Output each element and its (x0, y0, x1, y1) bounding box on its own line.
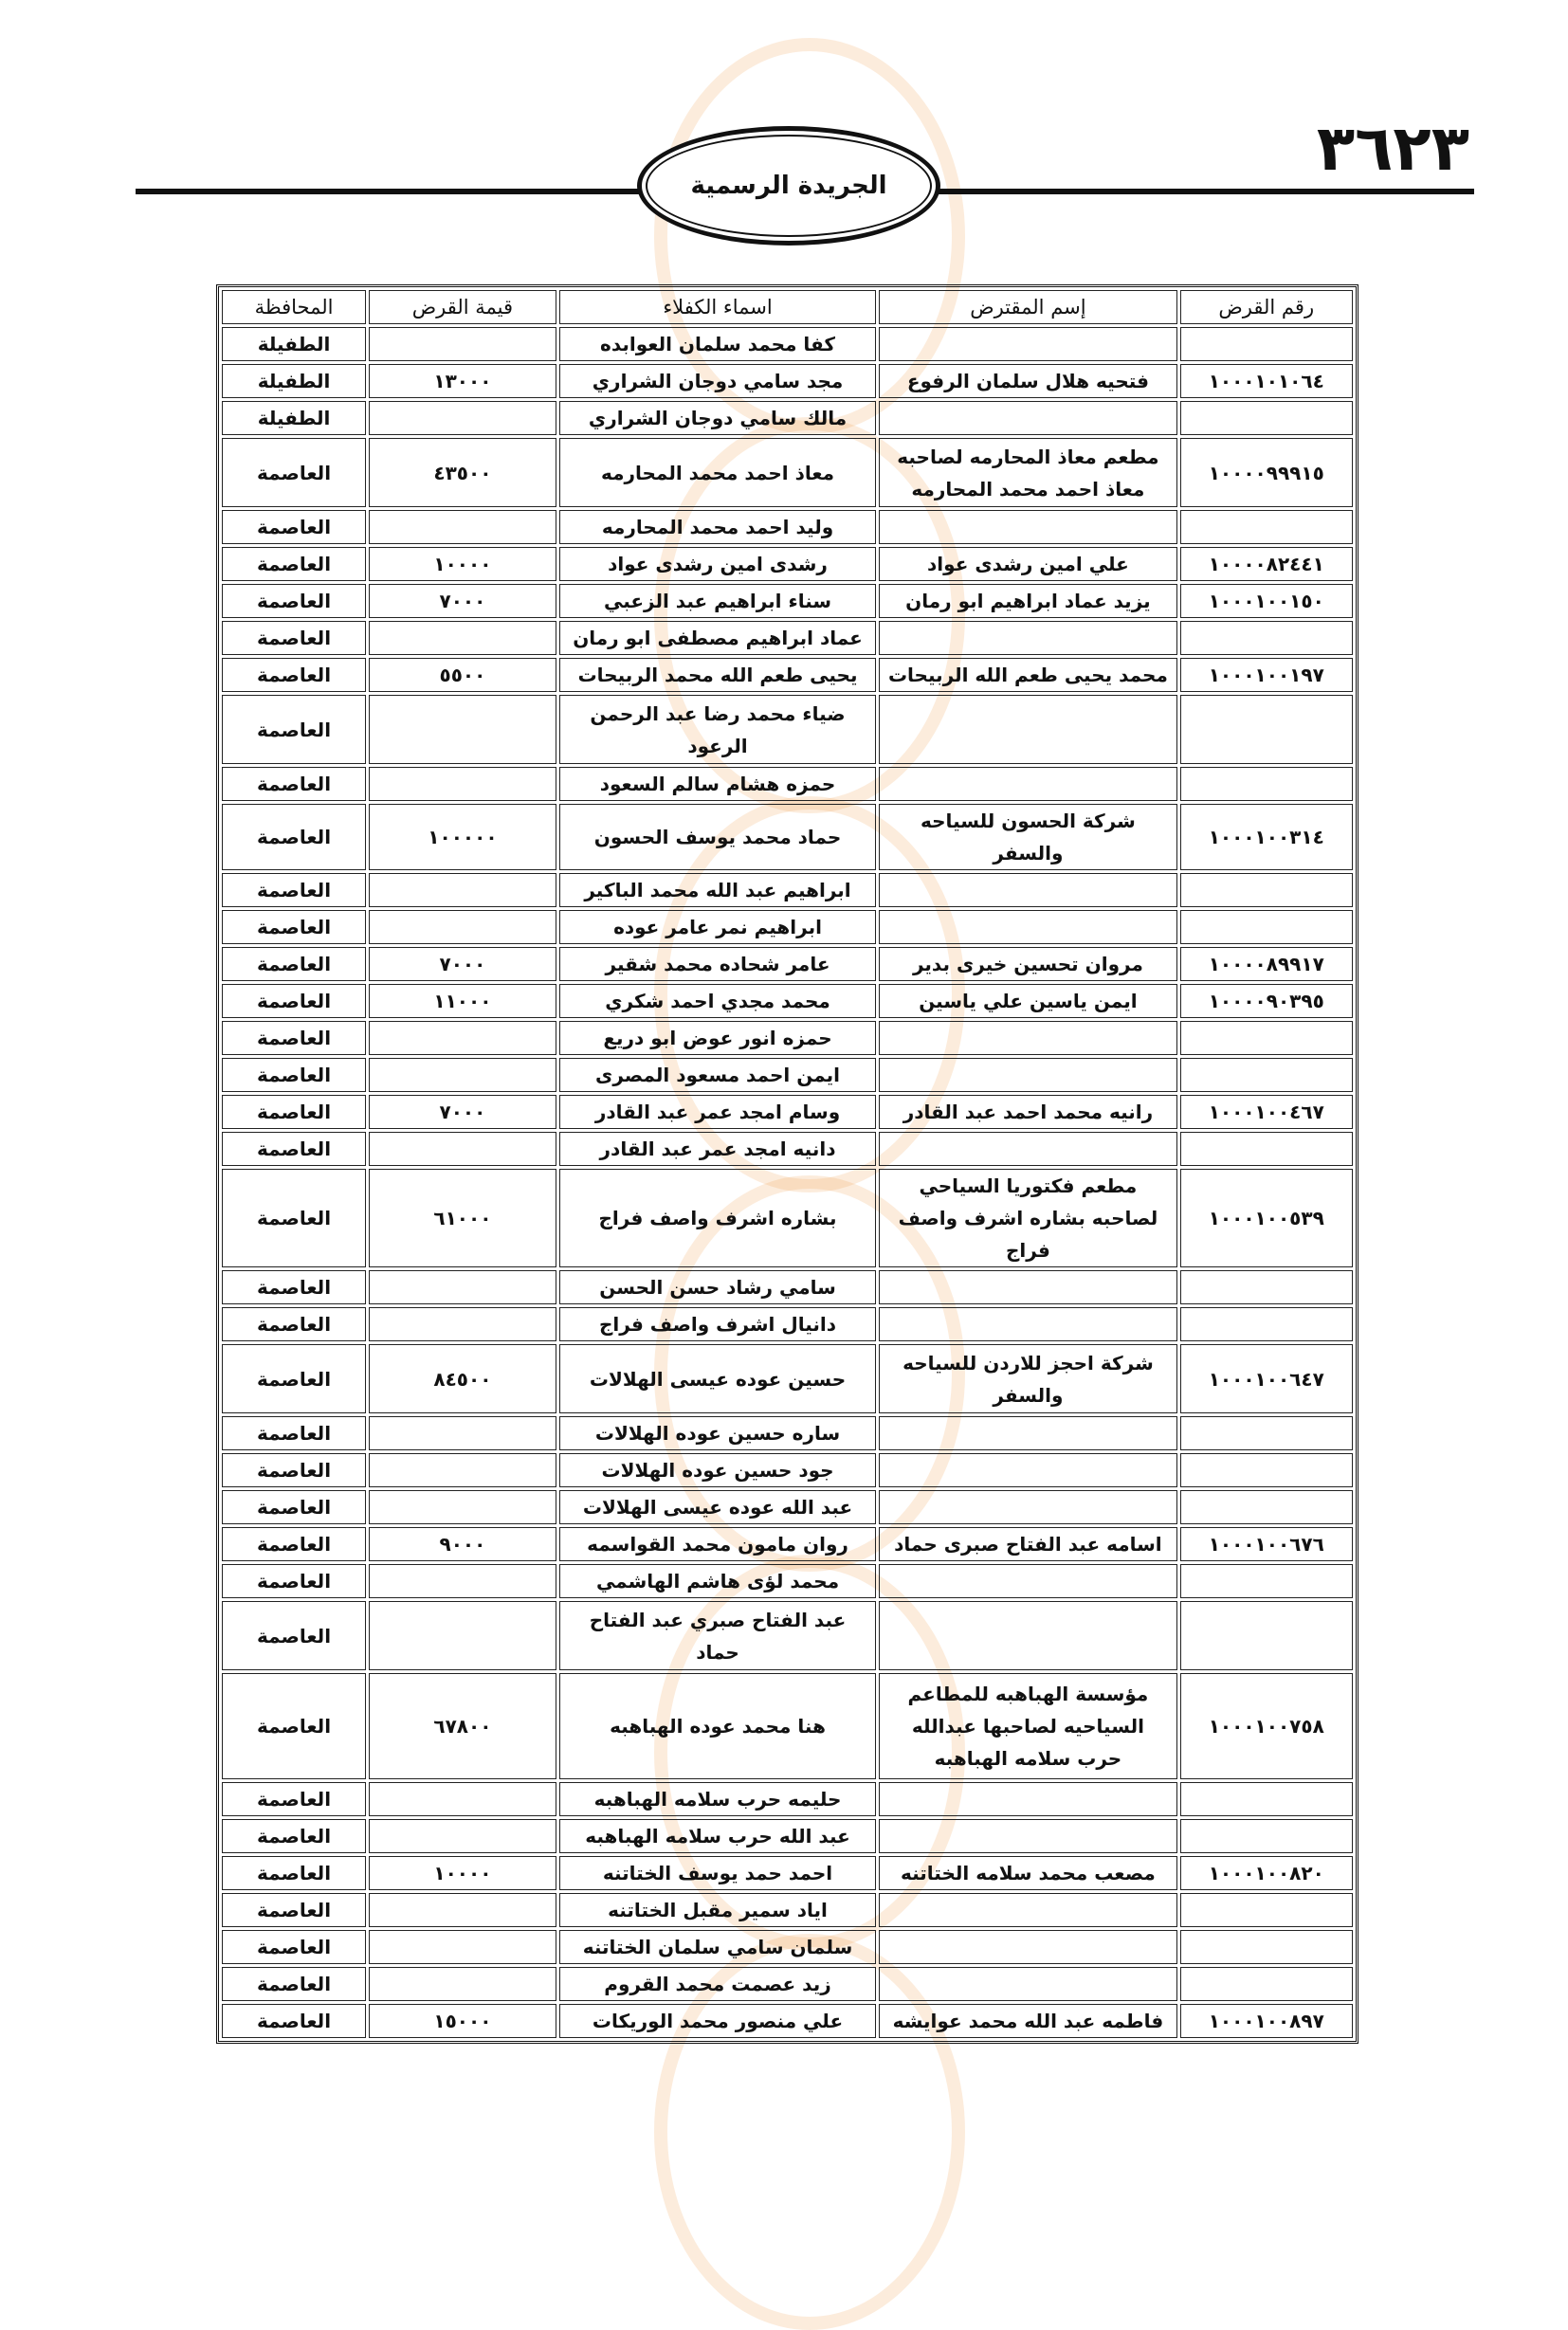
borrower-cell (879, 1893, 1176, 1927)
borrower-cell (879, 767, 1176, 801)
table-row (222, 1893, 1353, 1927)
loan-amount-cell (369, 621, 556, 655)
borrower-cell (879, 1819, 1176, 1853)
loan-amount-cell (369, 1782, 556, 1816)
governorate-cell: العاصمة (222, 1453, 366, 1487)
table-row (222, 1601, 1353, 1670)
gazette-title: الجريدة الرسمية (690, 172, 887, 200)
governorate-cell: الطفيلة (222, 327, 366, 361)
borrower-cell: شركة الحسون للسياحه والسفر (879, 804, 1176, 870)
table-row (222, 1782, 1353, 1816)
loan-number-cell: ١٠٠٠١٠٠٦٤٧ (1180, 1344, 1353, 1413)
guarantor-cell: احمد حمد يوسف الختاتنه (559, 1856, 877, 1890)
guarantor-cell: سلمان سامي سلمان الختاتنه (559, 1930, 877, 1964)
loan-amount-cell (369, 1270, 556, 1304)
guarantor-cell: ساره حسين عوده الهلالات (559, 1416, 877, 1450)
table-row (222, 327, 1353, 361)
governorate-cell: العاصمة (222, 1856, 366, 1890)
guarantor-cell: عبد الله عوده عيسى الهلالات (559, 1490, 877, 1524)
loan-amount-cell: ١٠٠٠٠ (369, 1856, 556, 1890)
loan-number-cell (1180, 1021, 1353, 1055)
loan-amount-cell: ٦١٠٠٠ (369, 1169, 556, 1267)
loan-amount-cell: ٤٣٥٠٠ (369, 438, 556, 507)
loan-number-cell (1180, 1058, 1353, 1092)
table-row (222, 1856, 1353, 1890)
governorate-cell: العاصمة (222, 1344, 366, 1413)
guarantor-cell: محمد لؤى هاشم الهاشمي (559, 1564, 877, 1598)
table-row (222, 947, 1353, 981)
borrower-cell: ايمن ياسين علي ياسين (879, 984, 1176, 1018)
loan-number-cell (1180, 1601, 1353, 1670)
guarantor-cell: ابراهيم نمر عامر عوده (559, 910, 877, 944)
table-row (222, 438, 1353, 507)
loan-amount-cell (369, 767, 556, 801)
loan-amount-cell: ١٣٠٠٠ (369, 364, 556, 398)
governorate-cell: العاصمة (222, 1132, 366, 1166)
table-row (222, 1307, 1353, 1341)
loan-number-cell: ١٠٠٠١٠٠٤٦٧ (1180, 1095, 1353, 1129)
loan-amount-cell (369, 1021, 556, 1055)
governorate-cell: العاصمة (222, 1058, 366, 1092)
loan-amount-cell (369, 1564, 556, 1598)
borrower-cell: اسامه عبد الفتاح صبرى حماد (879, 1527, 1176, 1561)
table-row (222, 510, 1353, 544)
loan-number-cell: ١٠٠٠١٠٠٣١٤ (1180, 804, 1353, 870)
loan-amount-cell (369, 510, 556, 544)
borrower-cell: محمد يحيى طعم الله الربيحات (879, 658, 1176, 692)
column-header-loan-number: رقم القرض (1180, 290, 1353, 324)
loan-number-cell (1180, 510, 1353, 544)
table-row (222, 1058, 1353, 1092)
loan-amount-cell (369, 1930, 556, 1964)
governorate-cell: العاصمة (222, 438, 366, 507)
borrower-cell: فتحيه هلال سلمان الرفوع (879, 364, 1176, 398)
guarantor-cell: مالك سامي دوجان الشراري (559, 401, 877, 435)
loan-number-cell (1180, 1453, 1353, 1487)
loan-amount-cell (369, 1819, 556, 1853)
governorate-cell: العاصمة (222, 547, 366, 581)
loan-amount-cell (369, 695, 556, 764)
governorate-cell: العاصمة (222, 767, 366, 801)
governorate-cell: العاصمة (222, 621, 366, 655)
guarantor-cell: وسام امجد عمر عبد القادر (559, 1095, 877, 1129)
loan-number-cell (1180, 910, 1353, 944)
loan-number-cell (1180, 1819, 1353, 1853)
gazette-title-badge (637, 126, 940, 246)
borrower-cell (879, 1601, 1176, 1670)
borrower-cell: فاطمه عبد الله محمد عوايشه (879, 2004, 1176, 2038)
governorate-cell: العاصمة (222, 2004, 366, 2038)
table-row (222, 767, 1353, 801)
table-row (222, 1095, 1353, 1129)
guarantor-cell: حمزه انور عوض ابو دريع (559, 1021, 877, 1055)
governorate-cell: الطفيلة (222, 364, 366, 398)
table-row (222, 1490, 1353, 1524)
loan-amount-cell: ٧٠٠٠ (369, 584, 556, 618)
governorate-cell: العاصمة (222, 1782, 366, 1816)
borrower-cell: يزيد عماد ابراهيم ابو رمان (879, 584, 1176, 618)
loan-amount-cell: ٦٧٨٠٠ (369, 1673, 556, 1779)
loan-amount-cell (369, 1132, 556, 1166)
loan-amount-cell (369, 1601, 556, 1670)
borrower-cell: مطعم فكتوريا السياحي لصاحبه بشاره اشرف واصف فراج (879, 1169, 1176, 1267)
column-header-governorate: المحافظة (222, 290, 366, 324)
table-row (222, 1527, 1353, 1561)
table-row (222, 621, 1353, 655)
table-row (222, 401, 1353, 435)
guarantor-cell: رشدى امين رشدى عواد (559, 547, 877, 581)
governorate-cell: العاصمة (222, 1673, 366, 1779)
loan-number-cell: ١٠٠٠١٠٠٨٢٠ (1180, 1856, 1353, 1890)
loan-amount-cell (369, 327, 556, 361)
loan-amount-cell (369, 1967, 556, 2001)
borrower-cell (879, 1021, 1176, 1055)
loan-number-cell: ١٠٠٠٠٩٠٣٩٥ (1180, 984, 1353, 1018)
loan-amount-cell (369, 873, 556, 907)
loan-number-cell (1180, 1416, 1353, 1450)
governorate-cell: العاصمة (222, 1021, 366, 1055)
governorate-cell: العاصمة (222, 510, 366, 544)
guarantor-cell: سناء ابراهيم عبد الزعبي (559, 584, 877, 618)
borrower-cell (879, 327, 1176, 361)
table-row (222, 984, 1353, 1018)
borrower-cell: علي امين رشدى عواد (879, 547, 1176, 581)
borrower-cell (879, 1782, 1176, 1816)
table-row (222, 547, 1353, 581)
borrower-cell: رانيه محمد احمد عبد القادر (879, 1095, 1176, 1129)
loan-amount-cell (369, 1453, 556, 1487)
loan-amount-cell (369, 1893, 556, 1927)
guarantor-cell: ايمن احمد مسعود المصرى (559, 1058, 877, 1092)
loan-amount-cell: ٥٥٠٠ (369, 658, 556, 692)
loan-number-cell (1180, 1132, 1353, 1166)
loan-number-cell (1180, 621, 1353, 655)
governorate-cell: العاصمة (222, 1930, 366, 1964)
table-row (222, 1673, 1353, 1779)
governorate-cell: العاصمة (222, 1967, 366, 2001)
borrower-cell: مؤسسة الهباهبه للمطاعم السياحيه لصاحبها عبدالله حرب سلامه الهباهبه (879, 1673, 1176, 1779)
column-header-loan-amount: قيمة القرض (369, 290, 556, 324)
table-row (222, 584, 1353, 618)
governorate-cell: العاصمة (222, 1527, 366, 1561)
borrower-cell: مطعم معاذ المحارمه لصاحبه معاذ احمد محمد المحارمه (879, 438, 1176, 507)
table-row (222, 1564, 1353, 1598)
loan-number-cell: ١٠٠٠٠٩٩٩١٥ (1180, 438, 1353, 507)
guarantor-cell: حمزه هشام سالم السعود (559, 767, 877, 801)
table-row (222, 1169, 1353, 1267)
table-row (222, 364, 1353, 398)
loans-table (216, 284, 1358, 2044)
borrower-cell (879, 401, 1176, 435)
loan-amount-cell: ٧٠٠٠ (369, 1095, 556, 1129)
guarantor-cell: دانيه امجد عمر عبد القادر (559, 1132, 877, 1166)
governorate-cell: العاصمة (222, 873, 366, 907)
governorate-cell: العاصمة (222, 1893, 366, 1927)
guarantor-cell: زيد عصمت محمد القروم (559, 1967, 877, 2001)
loan-number-cell (1180, 327, 1353, 361)
governorate-cell: العاصمة (222, 1601, 366, 1670)
loan-number-cell (1180, 1307, 1353, 1341)
borrower-cell (879, 1416, 1176, 1450)
guarantor-cell: دانيال اشرف واصف فراج (559, 1307, 877, 1341)
governorate-cell: العاصمة (222, 1095, 366, 1129)
guarantor-cell: بشاره اشرف واصف فراج (559, 1169, 877, 1267)
loan-amount-cell (369, 401, 556, 435)
guarantor-cell: وليد احمد محمد المحارمه (559, 510, 877, 544)
guarantor-cell: معاذ احمد محمد المحارمه (559, 438, 877, 507)
guarantor-cell: علي منصور محمد الوريكات (559, 2004, 877, 2038)
loan-amount-cell (369, 1490, 556, 1524)
governorate-cell: العاصمة (222, 984, 366, 1018)
borrower-cell: مروان تحسين خيرى بدير (879, 947, 1176, 981)
loan-number-cell (1180, 1564, 1353, 1598)
borrower-cell (879, 1564, 1176, 1598)
loan-amount-cell (369, 910, 556, 944)
loan-amount-cell (369, 1416, 556, 1450)
guarantor-cell: عماد ابراهيم مصطفى ابو رمان (559, 621, 877, 655)
page-number: ٣٦٢٣ (1316, 112, 1469, 185)
governorate-cell: العاصمة (222, 695, 366, 764)
governorate-cell: العاصمة (222, 1819, 366, 1853)
loan-number-cell: ١٠٠٠١٠٠١٩٧ (1180, 658, 1353, 692)
guarantor-cell: ضياء محمد رضا عبد الرحمن الرعود (559, 695, 877, 764)
table-row (222, 804, 1353, 870)
table-row (222, 695, 1353, 764)
guarantor-cell: روان مامون محمد القواسمه (559, 1527, 877, 1561)
borrower-cell (879, 1270, 1176, 1304)
governorate-cell: العاصمة (222, 1270, 366, 1304)
loan-number-cell (1180, 767, 1353, 801)
governorate-cell: العاصمة (222, 658, 366, 692)
loan-number-cell (1180, 401, 1353, 435)
loan-number-cell: ١٠٠٠٠٨٢٤٤١ (1180, 547, 1353, 581)
borrower-cell (879, 1967, 1176, 2001)
table-row (222, 1819, 1353, 1853)
guarantor-cell: عامر شحاده محمد شقير (559, 947, 877, 981)
borrower-cell (879, 1307, 1176, 1341)
loan-amount-cell (369, 1307, 556, 1341)
loan-amount-cell: ١٠٠٠٠ (369, 547, 556, 581)
guarantor-cell: مجد سامي دوجان الشراري (559, 364, 877, 398)
borrower-cell (879, 1132, 1176, 1166)
governorate-cell: العاصمة (222, 1490, 366, 1524)
loan-number-cell (1180, 1782, 1353, 1816)
table-row (222, 873, 1353, 907)
governorate-cell: العاصمة (222, 804, 366, 870)
loan-amount-cell: ١٥٠٠٠ (369, 2004, 556, 2038)
guarantor-cell: جود حسين عوده الهلالات (559, 1453, 877, 1487)
loan-number-cell (1180, 873, 1353, 907)
column-header-borrower: إسم المقترض (879, 290, 1176, 324)
guarantor-cell: يحيى طعم الله محمد الربيحات (559, 658, 877, 692)
guarantor-cell: عبد الفتاح صبري عبد الفتاح حماد (559, 1601, 877, 1670)
governorate-cell: العاصمة (222, 1564, 366, 1598)
table-row (222, 658, 1353, 692)
loan-number-cell: ١٠٠٠٠٨٩٩١٧ (1180, 947, 1353, 981)
borrower-cell (879, 510, 1176, 544)
table-row (222, 1270, 1353, 1304)
table-row (222, 1416, 1353, 1450)
loan-number-cell: ١٠٠٠١٠٠٧٥٨ (1180, 1673, 1353, 1779)
guarantor-cell: حليمه حرب سلامه الهباهبه (559, 1782, 877, 1816)
guarantor-cell: كفا محمد سلمان العوابده (559, 327, 877, 361)
borrower-cell (879, 873, 1176, 907)
loan-number-cell: ١٠٠٠١٠٠٨٩٧ (1180, 2004, 1353, 2038)
borrower-cell (879, 910, 1176, 944)
loan-amount-cell (369, 1058, 556, 1092)
borrower-cell (879, 1490, 1176, 1524)
loan-number-cell: ١٠٠٠١٠١٠٦٤ (1180, 364, 1353, 398)
guarantor-cell: عبد الله حرب سلامه الهباهبه (559, 1819, 877, 1853)
table-row (222, 2004, 1353, 2038)
loan-amount-cell: ٩٠٠٠ (369, 1527, 556, 1561)
guarantor-cell: اياد سمير مقبل الختاتنه (559, 1893, 877, 1927)
governorate-cell: العاصمة (222, 910, 366, 944)
table-row (222, 1930, 1353, 1964)
loan-number-cell: ١٠٠٠١٠٠٦٧٦ (1180, 1527, 1353, 1561)
loan-number-cell (1180, 1490, 1353, 1524)
borrower-cell (879, 695, 1176, 764)
governorate-cell: العاصمة (222, 1307, 366, 1341)
borrower-cell (879, 621, 1176, 655)
table-row (222, 1132, 1353, 1166)
borrower-cell: مصعب محمد سلامه الختاتنه (879, 1856, 1176, 1890)
table-row (222, 1967, 1353, 2001)
governorate-cell: العاصمة (222, 947, 366, 981)
guarantor-cell: حماد محمد يوسف الحسون (559, 804, 877, 870)
table-row (222, 910, 1353, 944)
table-row (222, 1453, 1353, 1487)
loan-number-cell (1180, 695, 1353, 764)
loan-number-cell: ١٠٠٠١٠٠١٥٠ (1180, 584, 1353, 618)
loan-amount-cell: ٨٤٥٠٠ (369, 1344, 556, 1413)
borrower-cell (879, 1930, 1176, 1964)
borrower-cell (879, 1453, 1176, 1487)
governorate-cell: الطفيلة (222, 401, 366, 435)
loan-amount-cell: ١١٠٠٠ (369, 984, 556, 1018)
guarantor-cell: هنا محمد عوده الهباهبه (559, 1673, 877, 1779)
guarantor-cell: سامي رشاد حسن الحسن (559, 1270, 877, 1304)
guarantor-cell: محمد مجدي احمد شكري (559, 984, 877, 1018)
loan-number-cell (1180, 1930, 1353, 1964)
governorate-cell: العاصمة (222, 584, 366, 618)
loan-number-cell: ١٠٠٠١٠٠٥٣٩ (1180, 1169, 1353, 1267)
loan-amount-cell: ١٠٠٠٠٠ (369, 804, 556, 870)
loan-amount-cell: ٧٠٠٠ (369, 947, 556, 981)
governorate-cell: العاصمة (222, 1169, 366, 1267)
guarantor-cell: ابراهيم عبد الله محمد الباكير (559, 873, 877, 907)
borrower-cell: شركة احجز للاردن للسياحه والسفر (879, 1344, 1176, 1413)
table-row (222, 1344, 1353, 1413)
loan-number-cell (1180, 1967, 1353, 2001)
governorate-cell: العاصمة (222, 1416, 366, 1450)
borrower-cell (879, 1058, 1176, 1092)
table-header-row (222, 290, 1353, 324)
loan-number-cell (1180, 1270, 1353, 1304)
table-row (222, 1021, 1353, 1055)
guarantor-cell: حسين عوده عيسى الهلالات (559, 1344, 877, 1413)
column-header-guarantors: اسماء الكفلاء (559, 290, 877, 324)
loan-number-cell (1180, 1893, 1353, 1927)
